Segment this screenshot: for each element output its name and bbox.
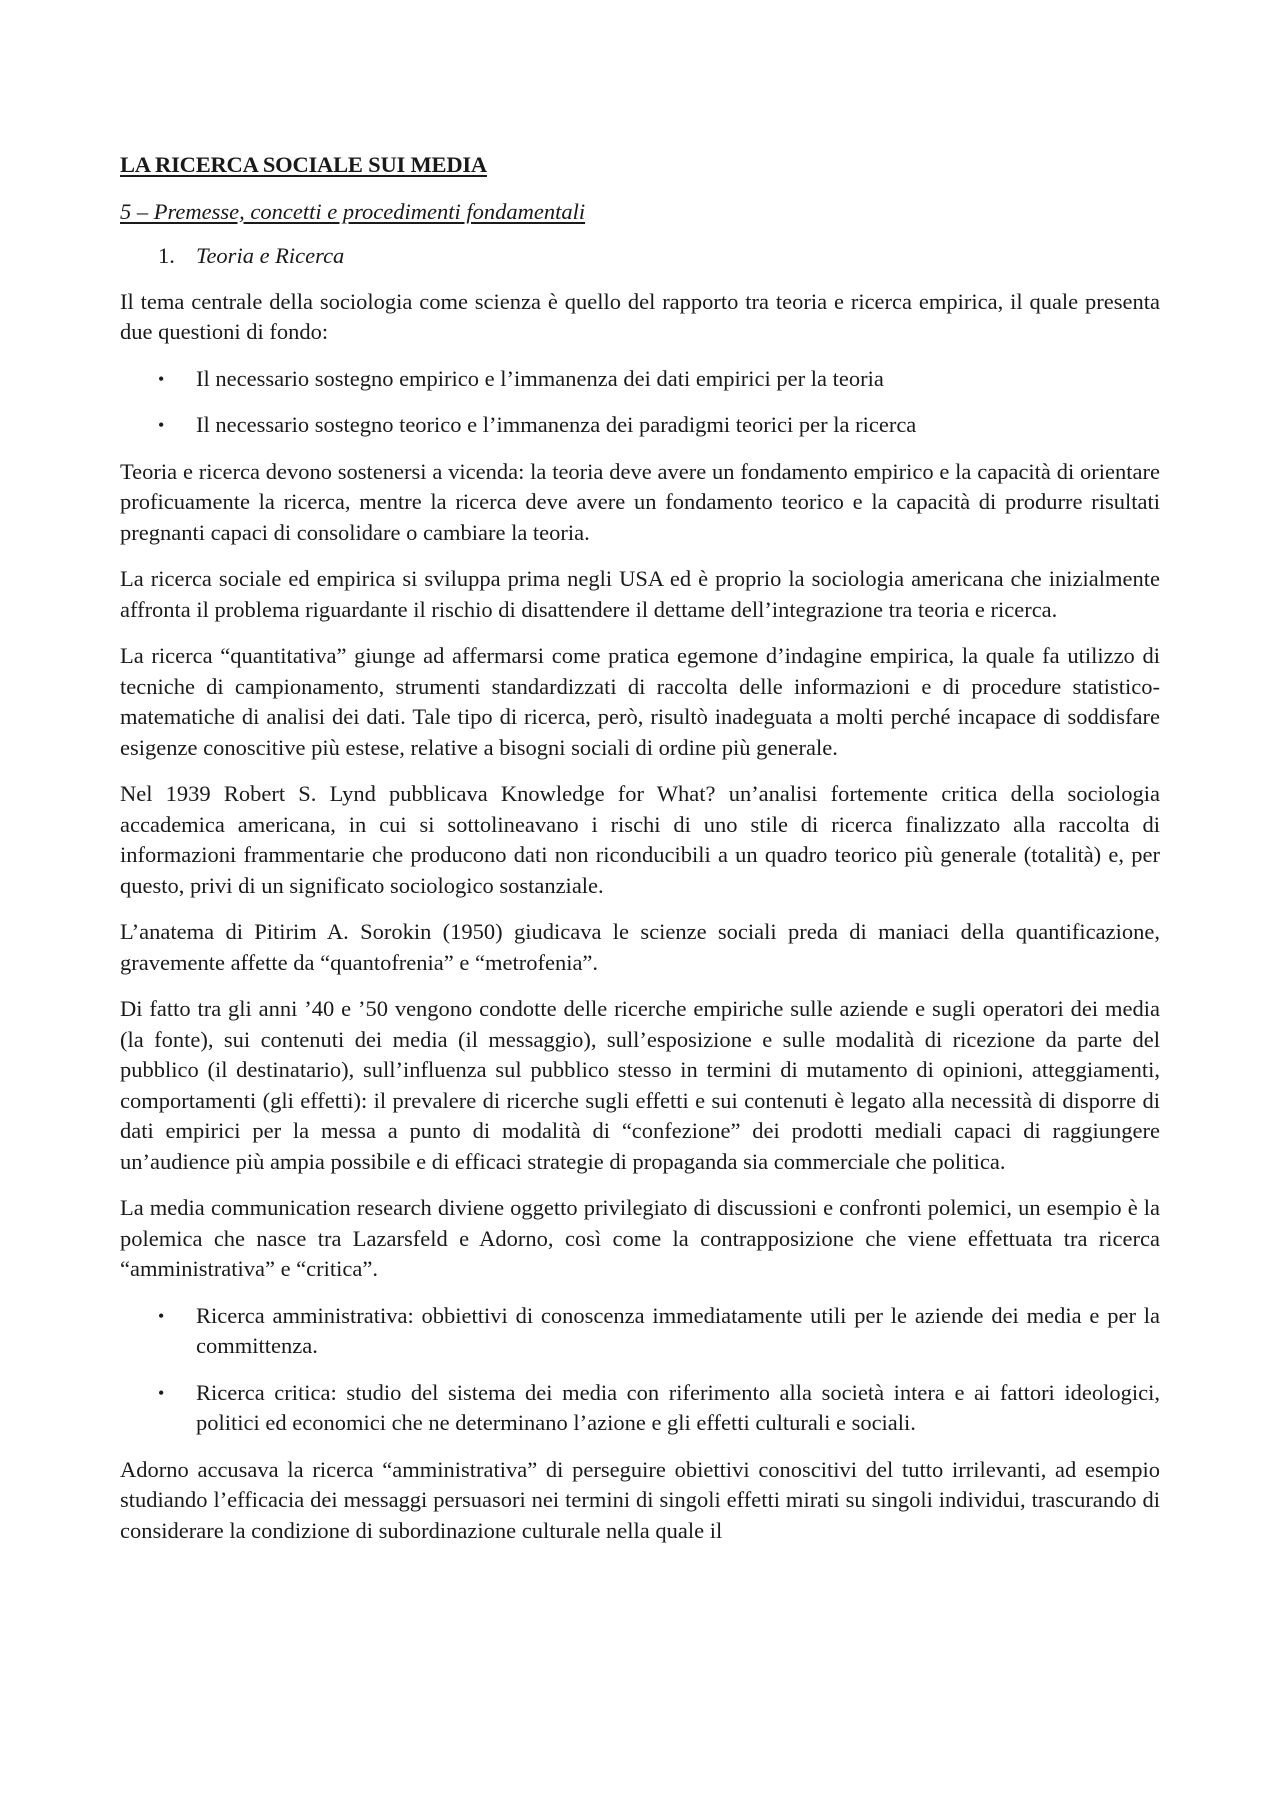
bullet-icon: • xyxy=(158,368,165,389)
document-page xyxy=(120,150,1160,1562)
list-item-text: Il necessario sostegno empirico e l’immanenza dei dati empirici per la teoria xyxy=(196,365,884,391)
paragraph: L’anatema di Pitirim A. Sorokin (1950) giudicava le scienze sociali preda di maniaci della quantificazione, gravemente affette da “quantofrenia” e “metrofenia”. xyxy=(120,919,1160,975)
bullet-list xyxy=(120,364,1160,441)
bullet-icon: • xyxy=(158,415,165,435)
bullet-icon: • xyxy=(158,1305,165,1326)
bullet-list xyxy=(120,1301,1160,1439)
section-number: 1. xyxy=(158,243,175,268)
paragraph: Di fatto tra gli anni ’40 e ’50 vengono condotte delle ricerche empiriche sulle aziende e sugli operatori dei media (la fonte), sui contenuti dei media (il messaggio), sull’esposizione e sulle modalità di ricezione da parte del pubblico (il destinatario), sull’influenza sul pubblico stesso in termini di mutamento di opinioni, atteggiamenti, comportamenti (gli effetti): il prevalere di ricerche sugli effetti e sui contenuti è legato alla necessità di disporre di dati empirici per la messa a punto di modalità di “confezione” dei prodotti mediali capaci di raggiungere un’audience più ampia possibile e di efficaci strategie di propaganda sia commerciale che politica. xyxy=(120,996,1160,1174)
list-item xyxy=(120,1378,1160,1439)
list-item-text: Ricerca critica: studio del sistema dei media con riferimento alla società intera e ai fattori ideologici, politici ed economici che ne determinano l’azione e gli effetti culturali e sociali. xyxy=(196,1379,1160,1435)
document-title: LA RICERCA SOCIALE SUI MEDIA xyxy=(120,152,487,177)
paragraph: La media communication research diviene oggetto privilegiato di discussioni e confronti polemici, un esempio è la polemica che nasce tra Lazarsfeld e Adorno, così come la contrapposizione che viene effettuata tra ricerca “amministrativa” e “critica”. xyxy=(120,1195,1160,1281)
paragraph: Teoria e ricerca devono sostenersi a vicenda: la teoria deve avere un fondamento empirico e la capacità di orientare proficuamente la ricerca, mentre la ricerca deve avere un fondamento teorico e la capacità di produrre risultati pregnanti capaci di consolidare o cambiare la teoria. xyxy=(120,458,1160,545)
paragraph: Il tema centrale della sociologia come scienza è quello del rapporto tra teoria e ricerca empirica, il quale presenta due questioni di fondo: xyxy=(120,288,1160,344)
list-item-text: Il necessario sostegno teorico e l’immanenza dei paradigmi teorici per la ricerca xyxy=(196,412,917,437)
bullet-icon: • xyxy=(158,1382,165,1403)
paragraph: Adorno accusava la ricerca “amministrativa” di perseguire obiettivi conoscitivi del tutto irrilevanti, ad esempio studiando l’efficacia dei messaggi persuasori nei termini di singoli effetti mirati su singoli individui, trascurando di considerare la condizione di subordinazione culturale nella quale il xyxy=(120,1456,1160,1543)
paragraph: La ricerca sociale ed empirica si sviluppa prima negli USA ed è proprio la sociologia americana che inizialmente affronta il problema riguardante il rischio di disattendere il dettame dell’integrazione tra teoria e ricerca. xyxy=(120,566,1160,622)
list-item-text: Ricerca amministrativa: obbiettivi di conoscenza immediatamente utili per le aziende dei media e per la committenza. xyxy=(196,1302,1160,1358)
list-item xyxy=(120,1301,1160,1362)
list-item xyxy=(120,364,1160,395)
section-label: Teoria e Ricerca xyxy=(196,243,345,268)
paragraph: Nel 1939 Robert S. Lynd pubblicava Knowledge for What? un’analisi fortemente critica della sociologia accademica americana, in cui si sottolineavano i rischi di uno stile di ricerca finalizzato alla raccolta di informazioni frammentarie che producono dati non riconducibili a un quadro teorico più generale (totalità) e, per questo, privi di un significato sociologico sostanziale. xyxy=(120,781,1160,898)
section-heading xyxy=(120,241,1160,272)
paragraph: La ricerca “quantitativa” giunge ad affermarsi come pratica egemone d’indagine empirica, la quale fa utilizzo di tecniche di campionamento, strumenti standardizzati di raccolta delle informazioni e di procedure statistico-matematiche di analisi dei dati. Tale tipo di ricerca, però, risultò inadeguata a molti perché incapace di soddisfare esigenze conoscitive più estese, relative a bisogni sociali di ordine più generale. xyxy=(120,643,1160,760)
list-item xyxy=(120,410,1160,441)
chapter-subtitle: 5 – Premesse, concetti e procedimenti fondamentali xyxy=(120,198,586,224)
